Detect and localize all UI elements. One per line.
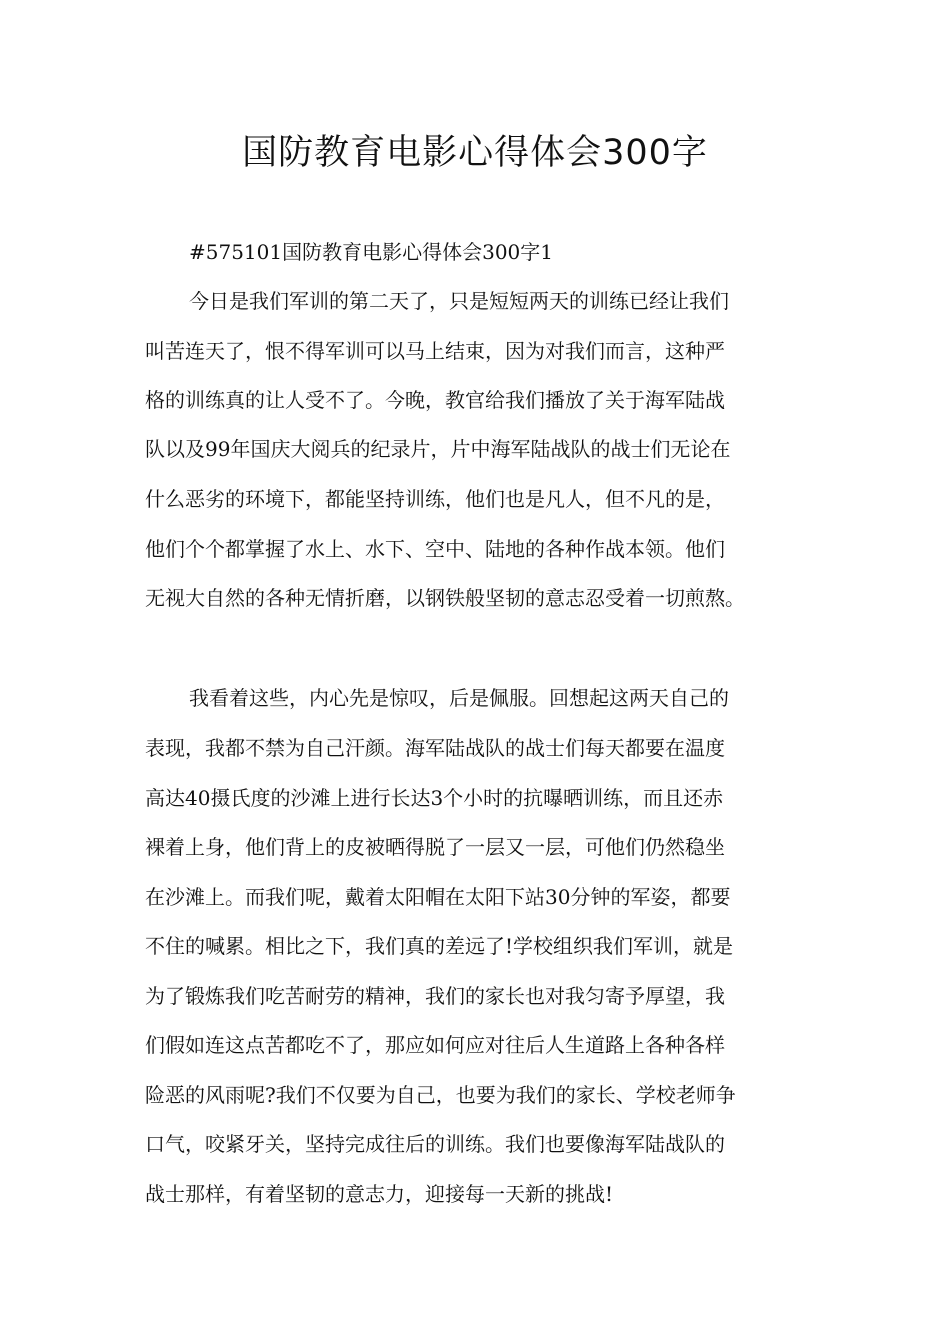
paragraph-2-line-3: 高达40摄氏度的沙滩上进行长达3个小时的抗曝晒训练，而且还赤 [145,786,724,810]
paragraph-1-line-2: 叫苦连天了，恨不得军训可以马上结束，因为对我们而言，这种严 [145,339,725,363]
paragraph-1-line-1: 今日是我们军训的第二天了，只是短短两天的训练已经让我们 [189,289,729,313]
paragraph-2-line-2: 表现，我都不禁为自己汗颜。海军陆战队的战士们每天都要在温度 [145,736,725,760]
paragraph-2-line-1: 我看着这些，内心先是惊叹，后是佩服。回想起这两天自己的 [189,686,729,710]
paragraph-1-line-6: 他们个个都掌握了水上、水下、空中、陆地的各种作战本领。他们 [145,537,725,561]
paragraph-2-line-10: 口气，咬紧牙关，坚持完成往后的训练。我们也要像海军陆战队的 [145,1132,725,1156]
paragraph-1-line-7: 无视大自然的各种无情折磨，以钢铁般坚韧的意志忍受着一切煎熬。 [145,586,745,610]
paragraph-1-line-3: 格的训练真的让人受不了。今晚，教官给我们播放了关于海军陆战 [145,388,725,412]
paragraph-2-line-4: 裸着上身，他们背上的皮被晒得脱了一层又一层，可他们仍然稳坐 [145,835,725,859]
document-title: 国防教育电影心得体会300字 [242,133,708,173]
paragraph-2-line-7: 为了锻炼我们吃苦耐劳的精神，我们的家长也对我匀寄予厚望，我 [145,984,725,1008]
paragraph-2-line-5: 在沙滩上。而我们呢，戴着太阳帽在太阳下站30分钟的军姿，都要 [145,885,731,909]
paragraph-1-line-4: 队以及99年国庆大阅兵的纪录片，片中海军陆战队的战士们无论在 [145,437,731,461]
paragraph-2-line-8: 们假如连这点苦都吃不了，那应如何应对往后人生道路上各种各样 [145,1033,725,1057]
paragraph-2-line-11: 战士那样，有着坚韧的意志力，迎接每一天新的挑战! [145,1182,614,1206]
paragraph-2-line-6: 不住的喊累。相比之下，我们真的差远了!学校组织我们军训，就是 [145,934,734,958]
paragraph-2-line-9: 险恶的风雨呢?我们不仅要为自己，也要为我们的家长、学校老师争 [145,1083,736,1107]
paragraph-1-line-5: 什么恶劣的环境下，都能坚持训练，他们也是凡人，但不凡的是， [145,487,725,511]
document-subtitle: #575101国防教育电影心得体会300字1 [189,240,554,264]
